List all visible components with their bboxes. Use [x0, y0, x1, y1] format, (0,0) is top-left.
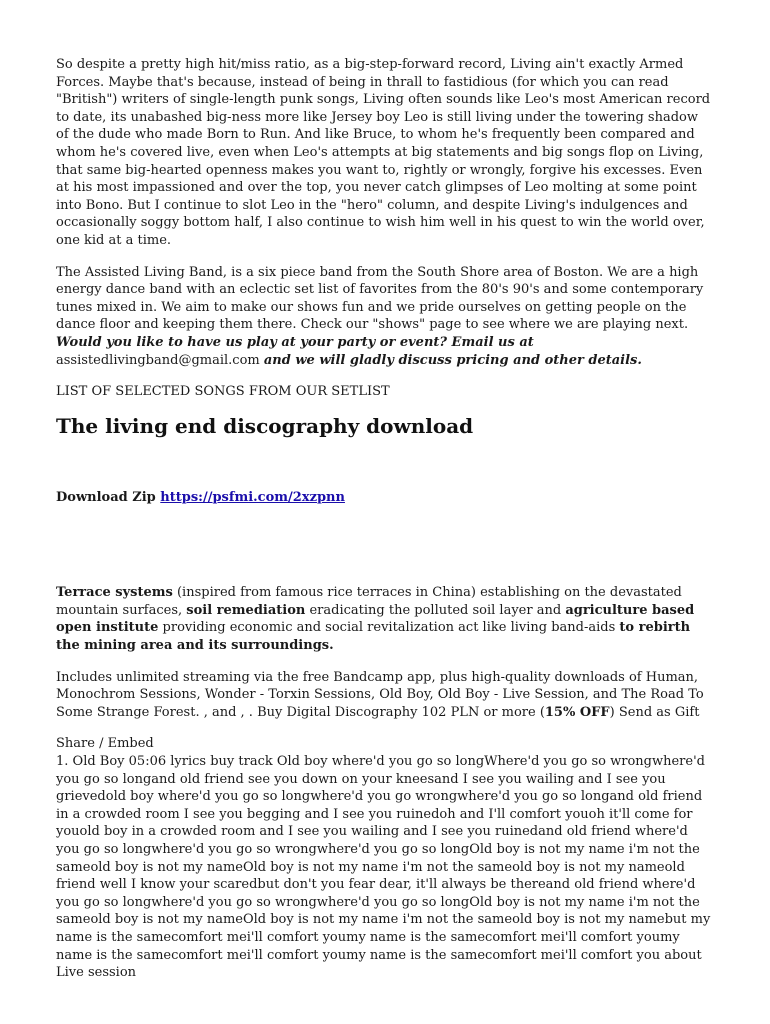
terrace-term-1: Terrace systems: [56, 585, 173, 601]
lyrics-text: 1. Old Boy 05:06 lyrics buy track Old boy where'd you go so longWhere'd you go so wrongwhere'd you go so longand old friend see you down on your kneesand I see you wailing and I see you grievedold boy where'd you go so longwhere'd you go wrongwhere'd you go so longand old friend in a crowded room I see you begging and I see you ruinedoh and I'll comfort youoh it'll come for youold boy in a crowded room and I see you wailing and I see you ruinedand old friend where'd you go so longwhere'd you go so wrongwhere'd you go so longOld boy is not my name i'm not the sameold boy is not my nameOld boy is not my name i'm not the sameold boy is not my nameold friend well I know your scaredbut don't you fear dear, it'll always be thereand old friend where'd you go so longwhere'd you go so wrongwhere'd you go so longOld boy is not my name i'm not the sameold boy is not my nameOld boy is not my name i'm not the sameold boy is not my namebut my name is the samecomfort mei'll comfort youmy name is the samecomfort mei'll comfort youmy name is the samecomfort mei'll comfort youmy name is the samecomfort mei'll comfort you about Live session: [56, 754, 711, 981]
review-paragraph: So despite a pretty high hit/miss ratio, as a big-step-forward record, Living ain't exactly Armed Forces. Maybe that's because, instead of being in thrall to fastidious (for which you can read "British") writers of single-length punk songs, Living often sounds like Leo's most American record to date, its unabashed big-ness more like Jersey boy Leo is still living under the towering shadow of the dude who made Born to Run. And like Bruce, to whom he's frequently been compared and whom he's covered live, even when Leo's attempts at big statements and big songs flop on Living, that same big-hearted openness makes you want to, rightly or wrongly, forgive his excesses. Even at his most impassioned and over the top, you never catch glimpses of Leo molting at some point into Bono. But I continue to slot Leo in the "hero" column, and despite Living's indulgences and occasionally soggy bottom half, I also continue to wish him well in his quest to win the world over, one kid at a time.: [56, 57, 711, 248]
terrace-paragraph: [56, 584, 714, 654]
bandcamp-paragraph: [56, 669, 714, 722]
terrace-text-3: providing economic and social revitalization act like living band-aids: [158, 620, 620, 636]
download-label: Download Zip: [56, 489, 156, 505]
band-contact-prompt: Would you like to have us play at your party or event? Email us at: [56, 334, 534, 350]
terrace-term-3: agriculture based open institute: [56, 602, 695, 636]
terrace-term-2: soil remediation: [186, 602, 306, 618]
terrace-text-1: (inspired from famous rice terraces in China) establishing on the devastated mountain surfaces,: [56, 585, 682, 618]
bandcamp-text: Includes unlimited streaming via the free Bandcamp app, plus high-quality downloads of Human, Monochrom Sessions, Wonder - Torxin Sessions, Old Boy, Old Boy - Live Session, and The Road To Some Strange Forest. , and , . Buy Digital Discography 102 PLN or more (: [56, 669, 704, 720]
download-line: [56, 489, 714, 507]
terrace-term-4: to rebirth the mining area and its surroundings.: [56, 620, 691, 654]
page-title: The living end discography download: [56, 413, 474, 438]
band-paragraph: [56, 264, 714, 370]
bandcamp-text-after: ) Send as Gift: [609, 704, 700, 720]
band-email: assistedlivingband@gmail.com: [56, 352, 260, 368]
terrace-text-2: eradicating the polluted soil layer and: [305, 602, 566, 618]
band-contact-followup: and we will gladly discuss pricing and other details.: [263, 352, 642, 368]
share-embed-label: Share / Embed: [56, 736, 154, 752]
discount-badge: 15% OFF: [544, 704, 610, 720]
setlist-heading: LIST OF SELECTED SONGS FROM OUR SETLIST: [56, 384, 390, 400]
band-description: The Assisted Living Band, is a six piece band from the South Shore area of Boston. We are a high energy dance band with an eclectic set list of favorites from the 80's 90's and some contemporary tunes mixed in. We aim to make our shows fun and we pride ourselves on getting people on the dance floor and keeping them there. Check our "shows" page to see where we are playing next.: [56, 264, 704, 333]
download-link[interactable]: https://psfmi.com/2xzpnn: [160, 489, 345, 505]
